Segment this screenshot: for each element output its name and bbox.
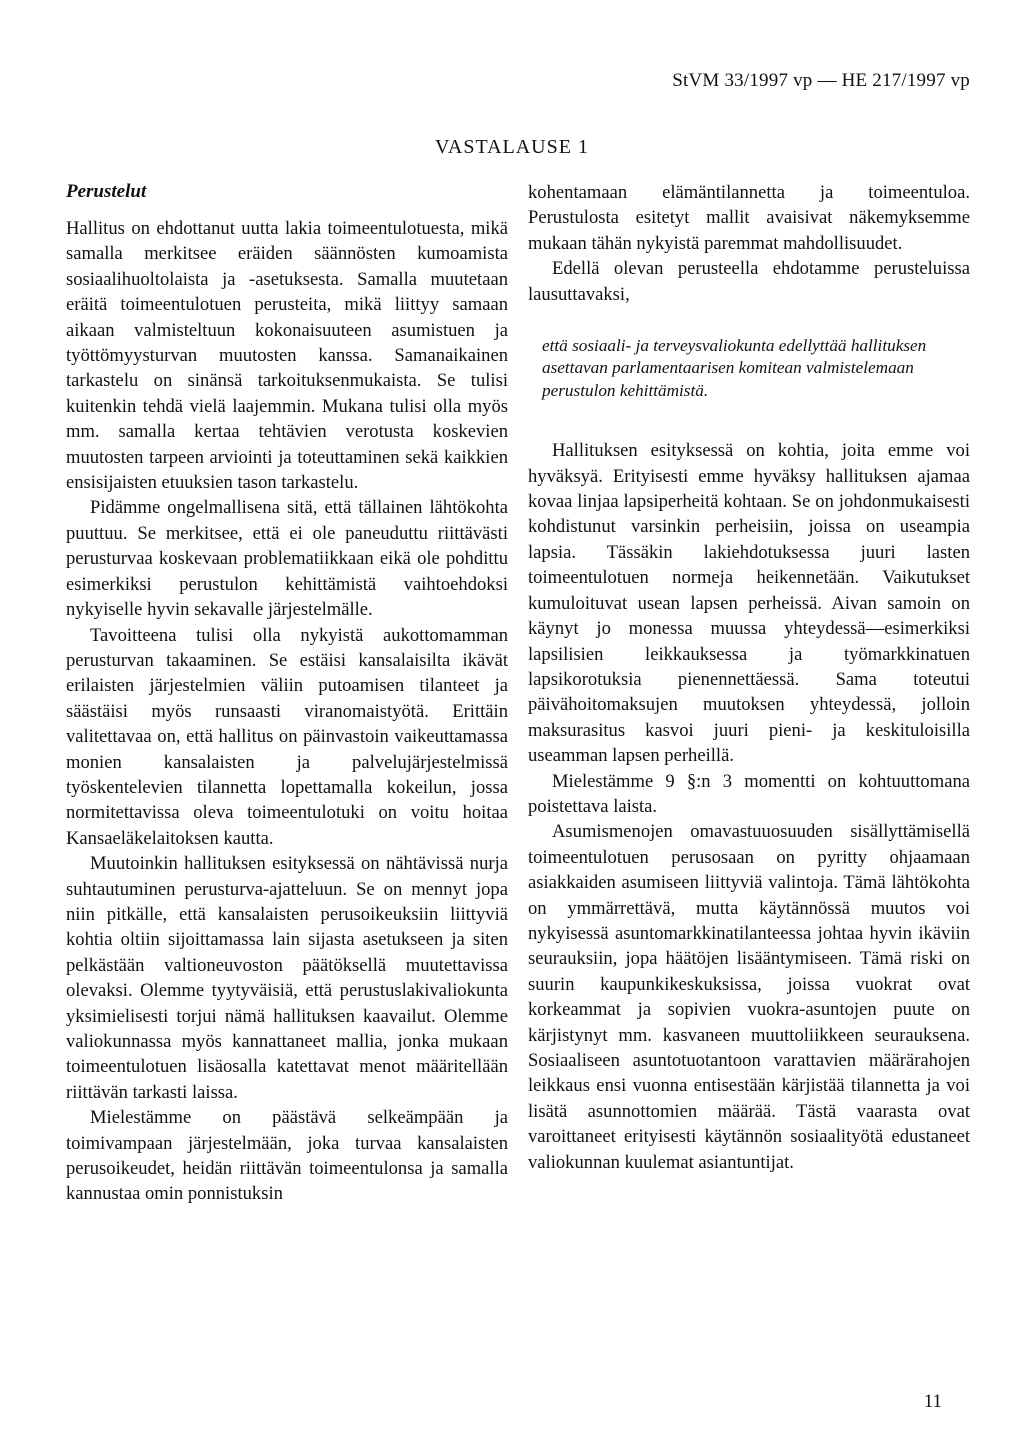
paragraph: Edellä olevan perusteella ehdotamme perusteluissa lausuttavaksi, [528,258,970,305]
page-number: 11 [923,1391,942,1412]
left-column [66,180,508,1207]
paragraph: Hallituksen esityksessä on kohtia, joita emme voi hyväksyä. Erityisesti emme hyväksy hallituksen ajamaa kovaa linjaa lapsiperheitä kohtaan. Se on johdonmukaisesti kohdistunut varsinkin perheisiin, joissa on useampia lapsia. Tässäkin lakiehdotuksessa juuri lasten toimeentulotuen normeja heikennetään. Vaikutukset kumuloituvat usean lapsen perheissä. Aivan samoin on käynyt jo monessa muussa yhteydessä—esimerkiksi lapsilisien leikkauksessa ja työmarkkinatuen lapsikorotuksia pienennettäessä. Sama toteutui päivähoitomaksujen muutoksen yhteydessä, jolloin maksurasitus kasvoi juuri pieni- ja keskituloisilla useamman lapsen perheillä. [528,440,970,767]
document-reference: StVM 33/1997 vp — HE 217/1997 vp [672,70,970,91]
paragraph: Asumismenojen omavastuuosuuden sisällyttämisellä toimeentulotuen perusosaan on pyritty ohjaamaan asiakkaiden asumiseen liittyviä valintoja. Tämä lähtökohta on ymmärrettävä, mutta käytännössä muutos voi nykyisessä asuntomarkkinatilanteessa johtaa hyvin ikäviin seurauksiin, jopa häätöjen lisääntymiseen. Tämä riski on suurin kaupunkikeskuksissa, joissa vuokrat ovat korkeammat ja sopivien vuokra-asuntojen puute on kärjistynyt mm. kasvaneen muuttoliikkeen seurauksena. Sosiaaliseen asuntotuotantoon varattavien määrärahojen leikkaus ensi vuonna entisestään kärjistää tilannetta ja voi lisätä asunnottomien määrää. Tästä vaarasta ovat varoittaneet erityisesti käytännön sosiaalityötä edustaneet valiokunnan kuulemat asiantuntijat. [528,821,970,1173]
paragraph: Pidämme ongelmallisena sitä, että tällainen lähtökohta puuttuu. Se merkitsee, että ei ole paneuduttu riittävästi perusturvaa koskevaan problematiikkaan eikä ole pohdittu esimerkiksi perustulon kehittämistä vaihtoehdoksi nykyiselle hyvin sekavalle järjestelmälle. [66,497,508,621]
paragraph: Hallitus on ehdottanut uutta lakia toimeentulotuesta, mikä samalla merkitsee eräiden säännösten kumoamista sosiaalihuoltolaista ja -asetuksesta. Samalla muutetaan eräitä toimeentulotuen perusteita, mikä liittyy samaan aikaan valmisteltuun kokonaisuuteen asumistuen ja työttömyysturvan muutosten kanssa. Samanaikainen tarkastelu on sinänsä tarkoituksenmukaista. Se tulisi kuitenkin tehdä vielä laajemmin. Mukana tulisi olla myös mm. samalla kertaa tehtävien verotusta koskevien muutosten tarpeen arviointi ja toteuttaminen sekä kaikkien ensisijaisten etuuksien tason tarkastelu. [66,218,508,494]
paragraph: Mielestämme on päästävä selkeämpään ja toimivampaan järjestelmään, joka turvaa kansalaisten perusoikeudet, heidän riittävän toimeentulonsa ja samalla kannustaa omin ponnistuksin [66,1107,508,1205]
paragraph: Muutoinkin hallituksen esityksessä on nähtävissä nurja suhtautuminen perusturva-ajatteluun. Se on mennyt jopa niin pitkälle, että kansalaisten perusoikeuksiin liittyviä kohtia oltiin sijoittamassa lain sijasta asetukseen ja siten pelkästään valtioneuvoston päätöksellä muutettavissa olevaksi. Olemme tyytyväisiä, että perustuslakivaliokunta yksimielisesti torjui nämä hallituksen kaavailut. Olemme valiokunnassa myös kannattaneet mallia, jonka mukaan toimeentulotuen lisäosalla katettavat menot määritellään riittävän tarkasti laissa. [66,853,508,1103]
section-heading: Perustelut [66,181,147,202]
paragraph: Mielestämme 9 §:n 3 momentti on kohtuuttomana poistettava laista. [528,770,970,817]
document-title: VASTALAUSE 1 [435,136,589,158]
paragraph: kohentamaan elämäntilannetta ja toimeentuloa. Perustulosta esitetyt mallit avaisivat näkemyksemme mukaan tähän nykyistä paremmat mahdollisuudet. [528,182,970,254]
right-column [528,180,970,1175]
proposal-quote: että sosiaali- ja terveysvaliokunta edellyttää hallituksen asettavan parlamentaarisen komitean valmistelemaan perustulon kehittämistä. [542,336,927,400]
paragraph: Tavoitteena tulisi olla nykyistä aukottomamman perusturvan takaaminen. Se estäisi kansalaisilta ikävät erilaisten järjestelmien väliin putoamisen tilanteet ja säästäisi myös runsaasti viranomaistyötä. Erittäin valitettavaa on, että hallitus on päinvastoin vaikeuttamassa monien kansalaisten ja palvelujärjestelmissä työskentelevien tilannetta lopettamalla kokeilun, jossa normitettavissa oleva toimeentulotuki on voitu hoitaa Kansaeläkelaitoksen kautta. [66,624,508,849]
